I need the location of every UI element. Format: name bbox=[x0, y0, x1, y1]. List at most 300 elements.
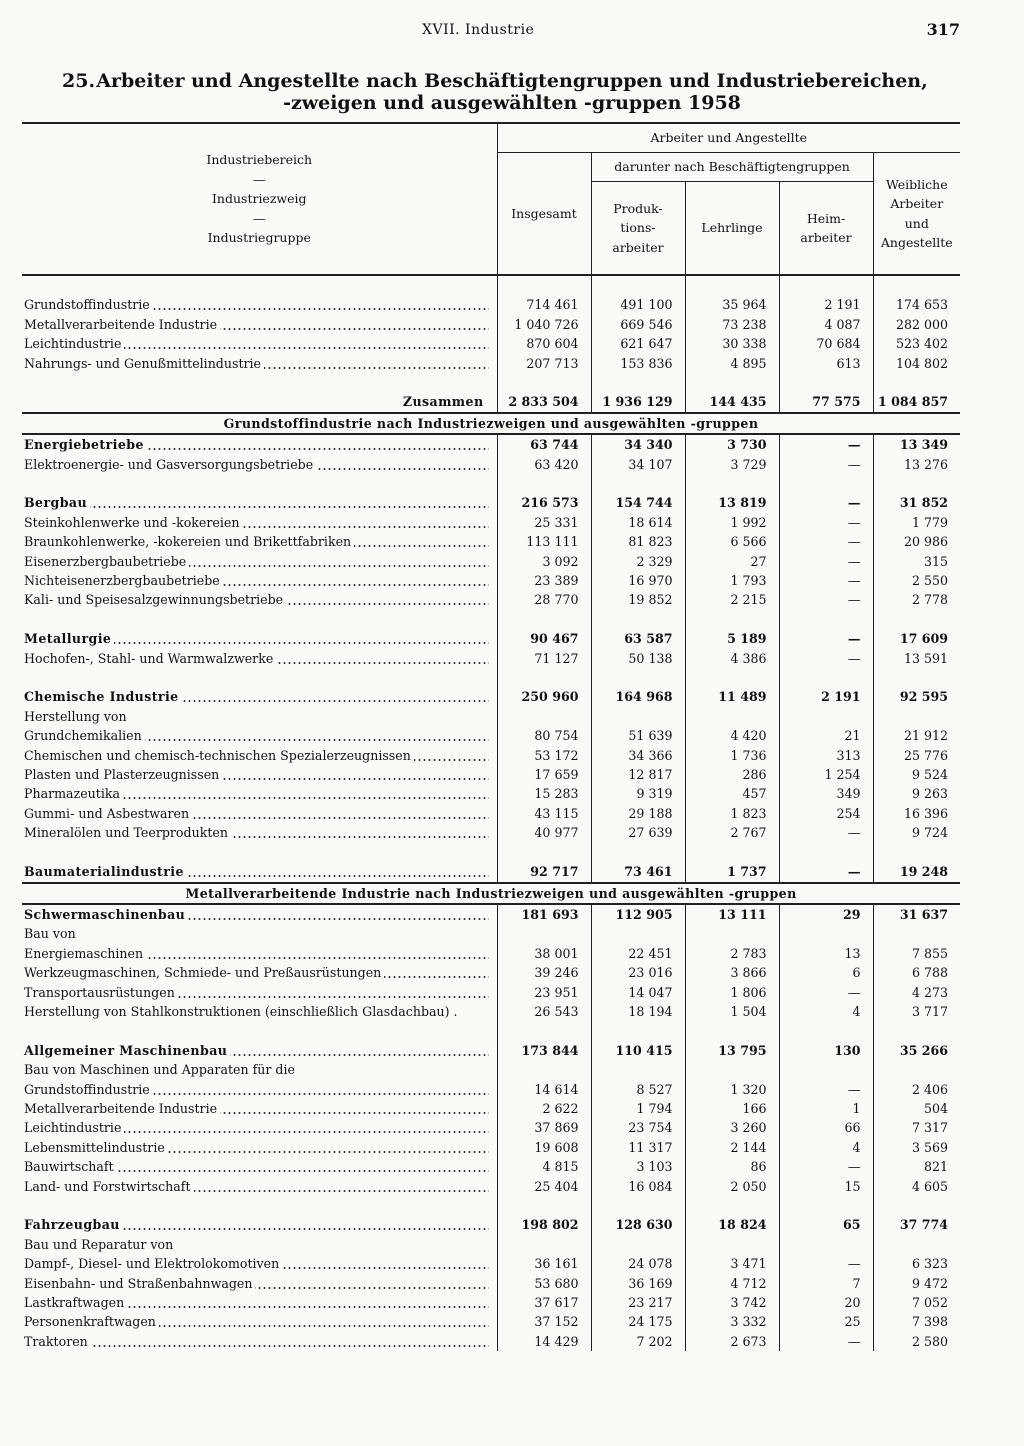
row-label-text: Plasten und Plasterzeugnissen bbox=[24, 767, 222, 782]
cell-produktion bbox=[591, 924, 685, 943]
cell-heimarbeiter: 313 bbox=[779, 746, 873, 765]
cell-weiblich: 7 052 bbox=[873, 1293, 960, 1312]
cell-insgesamt: 113 111 bbox=[497, 532, 591, 551]
cell-weiblich: 37 774 bbox=[873, 1215, 960, 1234]
cell-weiblich: 821 bbox=[873, 1157, 960, 1176]
spacer-cell bbox=[685, 610, 779, 629]
cell-produktion: 7 202 bbox=[591, 1332, 685, 1351]
cell-insgesamt: 173 844 bbox=[497, 1041, 591, 1060]
cell-weiblich: 504 bbox=[873, 1099, 960, 1118]
spacer-cell bbox=[497, 1196, 591, 1215]
table-row bbox=[22, 944, 960, 963]
row-label-text: Chemischen und chemisch-technischen Spezialerzeugnissen bbox=[24, 748, 414, 763]
stub-header-line: — bbox=[253, 210, 266, 226]
row-label bbox=[22, 493, 497, 512]
table-row bbox=[22, 904, 960, 924]
cell-heimarbeiter: 21 bbox=[779, 726, 873, 745]
table-row bbox=[22, 1274, 960, 1293]
cell-insgesamt: 2 833 504 bbox=[497, 392, 591, 412]
col-header-insgesamt: Insgesamt bbox=[497, 153, 591, 276]
cell-heimarbeiter: 4 bbox=[779, 1002, 873, 1021]
cell-lehrlinge: 6 566 bbox=[685, 532, 779, 551]
cell-weiblich: 2 778 bbox=[873, 590, 960, 609]
spacer-cell bbox=[22, 610, 497, 629]
row-label bbox=[22, 434, 497, 454]
cell-insgesamt: 37 617 bbox=[497, 1293, 591, 1312]
row-label-text: Zusammen bbox=[403, 394, 487, 409]
cell-produktion: 153 836 bbox=[591, 354, 685, 373]
spacer-cell bbox=[685, 275, 779, 295]
cell-produktion: 164 968 bbox=[591, 687, 685, 706]
row-label-text: Lastkraftwagen bbox=[24, 1295, 127, 1310]
cell-lehrlinge: 4 420 bbox=[685, 726, 779, 745]
spacer-cell bbox=[591, 1196, 685, 1215]
cell-weiblich: 9 472 bbox=[873, 1274, 960, 1293]
cell-produktion: 18 194 bbox=[591, 1002, 685, 1021]
row-label bbox=[22, 904, 497, 924]
table-row bbox=[22, 707, 960, 726]
group-header: Arbeiter und Angestellte bbox=[497, 123, 960, 153]
table-row bbox=[22, 513, 960, 532]
cell-produktion: 491 100 bbox=[591, 295, 685, 314]
cell-lehrlinge: 3 729 bbox=[685, 455, 779, 474]
cell-insgesamt: 4 815 bbox=[497, 1157, 591, 1176]
cell-heimarbeiter: 7 bbox=[779, 1274, 873, 1293]
cell-heimarbeiter: — bbox=[779, 590, 873, 609]
cell-weiblich: 3 569 bbox=[873, 1138, 960, 1157]
table-row bbox=[22, 334, 960, 353]
cell-weiblich: 31 637 bbox=[873, 904, 960, 924]
spacer-row bbox=[22, 610, 960, 629]
cell-weiblich: 7 855 bbox=[873, 944, 960, 963]
cell-heimarbeiter: — bbox=[779, 1254, 873, 1273]
spacer-cell bbox=[591, 474, 685, 493]
spacer-cell bbox=[779, 610, 873, 629]
cell-weiblich: 7 317 bbox=[873, 1118, 960, 1137]
row-label-text: Metallverarbeitende Industrie bbox=[24, 1101, 220, 1116]
row-label bbox=[22, 315, 497, 334]
spacer-cell bbox=[497, 1021, 591, 1040]
cell-lehrlinge: 1 806 bbox=[685, 983, 779, 1002]
row-label-text: Eisenbahn- und Straßenbahnwagen bbox=[24, 1276, 255, 1291]
section-heading-row bbox=[22, 883, 960, 904]
cell-lehrlinge: 13 819 bbox=[685, 493, 779, 512]
cell-lehrlinge: 4 895 bbox=[685, 354, 779, 373]
cell-insgesamt: 2 622 bbox=[497, 1099, 591, 1118]
row-label bbox=[22, 513, 497, 532]
cell-heimarbeiter: — bbox=[779, 1157, 873, 1176]
cell-lehrlinge: 3 471 bbox=[685, 1254, 779, 1273]
table-row bbox=[22, 315, 960, 334]
spacer-cell bbox=[685, 1021, 779, 1040]
spacer-row bbox=[22, 1021, 960, 1040]
cell-produktion: 34 107 bbox=[591, 455, 685, 474]
row-label bbox=[22, 1312, 497, 1331]
cell-heimarbeiter: 6 bbox=[779, 963, 873, 982]
row-label-text: Mineralölen und Teerprodukten bbox=[24, 825, 231, 840]
cell-insgesamt: 90 467 bbox=[497, 629, 591, 648]
table-row bbox=[22, 1002, 960, 1021]
cell-insgesamt: 53 172 bbox=[497, 746, 591, 765]
row-label bbox=[22, 1215, 497, 1234]
row-label-text: Bau und Reparatur von bbox=[24, 1237, 176, 1252]
cell-heimarbeiter: — bbox=[779, 823, 873, 842]
cell-produktion: 669 546 bbox=[591, 315, 685, 334]
cell-lehrlinge: 3 260 bbox=[685, 1118, 779, 1137]
row-label bbox=[22, 552, 497, 571]
cell-produktion bbox=[591, 1060, 685, 1079]
spacer-cell bbox=[497, 474, 591, 493]
cell-produktion: 63 587 bbox=[591, 629, 685, 648]
cell-heimarbeiter: — bbox=[779, 1080, 873, 1099]
spacer-cell bbox=[685, 474, 779, 493]
cell-heimarbeiter: 77 575 bbox=[779, 392, 873, 412]
cell-insgesamt: 23 951 bbox=[497, 983, 591, 1002]
row-label-text: Traktoren bbox=[24, 1334, 91, 1349]
spacer-cell bbox=[779, 668, 873, 687]
cell-lehrlinge: 13 111 bbox=[685, 904, 779, 924]
cell-produktion: 51 639 bbox=[591, 726, 685, 745]
cell-insgesamt: 15 283 bbox=[497, 784, 591, 803]
cell-produktion: 24 175 bbox=[591, 1312, 685, 1331]
cell-weiblich: 13 276 bbox=[873, 455, 960, 474]
row-label-text: Gummi- und Asbestwaren bbox=[24, 806, 192, 821]
spacer-cell bbox=[497, 275, 591, 295]
table-row bbox=[22, 434, 960, 454]
cell-weiblich: 21 912 bbox=[873, 726, 960, 745]
cell-produktion: 110 415 bbox=[591, 1041, 685, 1060]
row-label-text: Personenkraftwagen bbox=[24, 1314, 159, 1329]
table-row bbox=[22, 354, 960, 373]
cell-lehrlinge bbox=[685, 1060, 779, 1079]
cell-heimarbeiter: 70 684 bbox=[779, 334, 873, 353]
cell-insgesamt: 25 331 bbox=[497, 513, 591, 532]
spacer-cell bbox=[22, 373, 497, 392]
cell-insgesamt: 17 659 bbox=[497, 765, 591, 784]
cell-insgesamt bbox=[497, 1235, 591, 1254]
row-label-text: Bauwirtschaft bbox=[24, 1159, 117, 1174]
row-label bbox=[22, 1118, 497, 1137]
cell-produktion: 128 630 bbox=[591, 1215, 685, 1234]
cell-insgesamt: 71 127 bbox=[497, 649, 591, 668]
cell-produktion: 14 047 bbox=[591, 983, 685, 1002]
cell-lehrlinge: 144 435 bbox=[685, 392, 779, 412]
cell-heimarbeiter bbox=[779, 1060, 873, 1079]
cell-insgesamt: 3 092 bbox=[497, 552, 591, 571]
cell-heimarbeiter: 29 bbox=[779, 904, 873, 924]
row-label bbox=[22, 295, 497, 314]
spacer-cell bbox=[685, 668, 779, 687]
row-label bbox=[22, 804, 497, 823]
row-label bbox=[22, 532, 497, 551]
row-label bbox=[22, 1332, 497, 1351]
row-label bbox=[22, 924, 497, 943]
spacer-cell bbox=[685, 373, 779, 392]
cell-insgesamt: 23 389 bbox=[497, 571, 591, 590]
cell-lehrlinge: 1 737 bbox=[685, 862, 779, 882]
row-label bbox=[22, 455, 497, 474]
table-row bbox=[22, 746, 960, 765]
row-label bbox=[22, 1138, 497, 1157]
cell-produktion: 154 744 bbox=[591, 493, 685, 512]
row-label bbox=[22, 1002, 497, 1021]
row-label-text: Energiebetriebe bbox=[24, 437, 147, 452]
cell-heimarbeiter: 25 bbox=[779, 1312, 873, 1331]
row-label-text: Allgemeiner Maschinenbau bbox=[24, 1043, 230, 1058]
cell-heimarbeiter: 613 bbox=[779, 354, 873, 373]
spacer-cell bbox=[873, 843, 960, 862]
row-label bbox=[22, 944, 497, 963]
cell-weiblich: 35 266 bbox=[873, 1041, 960, 1060]
spacer-cell bbox=[873, 668, 960, 687]
row-label-text: Hochofen-, Stahl- und Warmwalzwerke bbox=[24, 651, 276, 666]
table-row bbox=[22, 649, 960, 668]
table-row bbox=[22, 1138, 960, 1157]
table-row bbox=[22, 1235, 960, 1254]
spacer-cell bbox=[873, 275, 960, 295]
cell-insgesamt: 1 040 726 bbox=[497, 315, 591, 334]
cell-insgesamt: 39 246 bbox=[497, 963, 591, 982]
table-row bbox=[22, 1215, 960, 1234]
spacer-cell bbox=[685, 843, 779, 862]
cell-insgesamt bbox=[497, 1060, 591, 1079]
spacer-cell bbox=[497, 668, 591, 687]
cell-produktion: 8 527 bbox=[591, 1080, 685, 1099]
cell-weiblich: 4 605 bbox=[873, 1177, 960, 1196]
cell-produktion: 27 639 bbox=[591, 823, 685, 842]
row-label bbox=[22, 823, 497, 842]
row-label-text: Schwermaschinenbau bbox=[24, 907, 188, 922]
row-label bbox=[22, 707, 497, 726]
table-row bbox=[22, 765, 960, 784]
table-row bbox=[22, 804, 960, 823]
col-header-lehrlinge: Lehrlinge bbox=[685, 182, 779, 276]
spacer-row bbox=[22, 474, 960, 493]
cell-lehrlinge: 1 823 bbox=[685, 804, 779, 823]
cell-heimarbeiter: 65 bbox=[779, 1215, 873, 1234]
cell-produktion: 23 016 bbox=[591, 963, 685, 982]
cell-lehrlinge: 1 736 bbox=[685, 746, 779, 765]
cell-weiblich: 17 609 bbox=[873, 629, 960, 648]
cell-insgesamt: 28 770 bbox=[497, 590, 591, 609]
row-label-text: Baumaterialindustrie bbox=[24, 864, 187, 879]
row-label-text: Dampf-, Diesel- und Elektrolokomotiven bbox=[24, 1256, 282, 1271]
section-heading: Grundstoffindustrie nach Industriezweigen und ausgewählten -gruppen bbox=[22, 413, 960, 434]
table-row bbox=[22, 1177, 960, 1196]
cell-insgesamt: 43 115 bbox=[497, 804, 591, 823]
cell-insgesamt: 14 614 bbox=[497, 1080, 591, 1099]
cell-heimarbeiter: — bbox=[779, 983, 873, 1002]
cell-lehrlinge: 2 783 bbox=[685, 944, 779, 963]
row-label-text: Metallurgie bbox=[24, 631, 114, 646]
cell-weiblich: 16 396 bbox=[873, 804, 960, 823]
cell-weiblich: 1 779 bbox=[873, 513, 960, 532]
row-label bbox=[22, 1254, 497, 1273]
cell-produktion: 3 103 bbox=[591, 1157, 685, 1176]
cell-insgesamt: 198 802 bbox=[497, 1215, 591, 1234]
cell-produktion: 1 936 129 bbox=[591, 392, 685, 412]
row-label bbox=[22, 334, 497, 353]
row-label-text: Land- und Forstwirtschaft bbox=[24, 1179, 194, 1194]
row-label-text: Herstellung von Stahlkonstruktionen (einschließlich Glasdachbau) . bbox=[24, 1004, 461, 1019]
row-label-text: Energiemaschinen bbox=[24, 946, 146, 961]
row-label bbox=[22, 1274, 497, 1293]
stub-header-line: Industriebereich bbox=[206, 152, 313, 168]
cell-produktion bbox=[591, 707, 685, 726]
spacer-cell bbox=[22, 1021, 497, 1040]
spacer-cell bbox=[779, 275, 873, 295]
row-label-text: Werkzeugmaschinen, Schmiede- und Preßausrüstungen bbox=[24, 965, 384, 980]
spacer-row bbox=[22, 843, 960, 862]
row-label-text: Grundstoffindustrie bbox=[24, 1082, 153, 1097]
cell-produktion: 24 078 bbox=[591, 1254, 685, 1273]
cell-weiblich: 13 591 bbox=[873, 649, 960, 668]
spacer-cell bbox=[591, 275, 685, 295]
cell-lehrlinge: 1 992 bbox=[685, 513, 779, 532]
cell-produktion: 18 614 bbox=[591, 513, 685, 532]
spacer-cell bbox=[591, 373, 685, 392]
spacer-cell bbox=[873, 1196, 960, 1215]
table-row bbox=[22, 1060, 960, 1079]
spacer-cell bbox=[497, 610, 591, 629]
row-label-text: Bau von bbox=[24, 926, 79, 941]
spacer-cell bbox=[22, 668, 497, 687]
row-label bbox=[22, 1080, 497, 1099]
row-label bbox=[22, 687, 497, 706]
spacer-row bbox=[22, 1196, 960, 1215]
cell-produktion: 29 188 bbox=[591, 804, 685, 823]
cell-weiblich bbox=[873, 1235, 960, 1254]
row-label-text: Grundchemikalien bbox=[24, 728, 145, 743]
cell-weiblich: 31 852 bbox=[873, 493, 960, 512]
cell-lehrlinge: 3 866 bbox=[685, 963, 779, 982]
cell-lehrlinge: 86 bbox=[685, 1157, 779, 1176]
cell-insgesamt: 14 429 bbox=[497, 1332, 591, 1351]
row-label-text: Bergbau bbox=[24, 495, 90, 510]
cell-heimarbeiter: 2 191 bbox=[779, 295, 873, 314]
cell-insgesamt: 714 461 bbox=[497, 295, 591, 314]
section-heading-row bbox=[22, 413, 960, 434]
cell-produktion: 81 823 bbox=[591, 532, 685, 551]
cell-lehrlinge: 1 320 bbox=[685, 1080, 779, 1099]
row-label bbox=[22, 392, 497, 412]
cell-insgesamt: 92 717 bbox=[497, 862, 591, 882]
cell-weiblich: 7 398 bbox=[873, 1312, 960, 1331]
row-label-text: Grundstoffindustrie bbox=[24, 297, 153, 312]
table-number: 25. bbox=[62, 70, 96, 92]
row-label-text: Transportausrüstungen bbox=[24, 985, 178, 1000]
cell-lehrlinge: 1 793 bbox=[685, 571, 779, 590]
table-row bbox=[22, 1099, 960, 1118]
spacer-cell bbox=[685, 1196, 779, 1215]
spacer-cell bbox=[497, 373, 591, 392]
cell-lehrlinge: 2 050 bbox=[685, 1177, 779, 1196]
row-label bbox=[22, 1177, 497, 1196]
cell-heimarbeiter: 1 bbox=[779, 1099, 873, 1118]
row-label bbox=[22, 963, 497, 982]
cell-heimarbeiter: 4 087 bbox=[779, 315, 873, 334]
row-label bbox=[22, 571, 497, 590]
cell-insgesamt: 216 573 bbox=[497, 493, 591, 512]
cell-produktion: 73 461 bbox=[591, 862, 685, 882]
cell-produktion: 23 754 bbox=[591, 1118, 685, 1137]
cell-lehrlinge: 457 bbox=[685, 784, 779, 803]
cell-lehrlinge: 2 215 bbox=[685, 590, 779, 609]
row-label bbox=[22, 649, 497, 668]
table-row bbox=[22, 1254, 960, 1273]
table-row bbox=[22, 726, 960, 745]
cell-weiblich: 9 524 bbox=[873, 765, 960, 784]
row-label bbox=[22, 629, 497, 648]
cell-produktion: 2 329 bbox=[591, 552, 685, 571]
spacer-cell bbox=[873, 1021, 960, 1040]
cell-insgesamt: 181 693 bbox=[497, 904, 591, 924]
cell-weiblich: 2 580 bbox=[873, 1332, 960, 1351]
row-label-text: Nahrungs- und Genußmittelindustrie bbox=[24, 356, 264, 371]
total-row bbox=[22, 392, 960, 412]
section-title: XVII. Industrie bbox=[422, 22, 535, 38]
cell-lehrlinge bbox=[685, 1235, 779, 1254]
row-label bbox=[22, 1060, 497, 1079]
cell-produktion: 36 169 bbox=[591, 1274, 685, 1293]
cell-lehrlinge bbox=[685, 707, 779, 726]
cell-weiblich: 25 776 bbox=[873, 746, 960, 765]
cell-insgesamt: 870 604 bbox=[497, 334, 591, 353]
cell-heimarbeiter bbox=[779, 924, 873, 943]
table-row bbox=[22, 629, 960, 648]
table-row bbox=[22, 687, 960, 706]
cell-heimarbeiter: 130 bbox=[779, 1041, 873, 1060]
row-label-text: Leichtindustrie bbox=[24, 1120, 124, 1135]
row-label-text: Fahrzeugbau bbox=[24, 1217, 123, 1232]
table-row bbox=[22, 455, 960, 474]
cell-produktion: 1 794 bbox=[591, 1099, 685, 1118]
cell-heimarbeiter: 66 bbox=[779, 1118, 873, 1137]
table-row bbox=[22, 1332, 960, 1351]
cell-weiblich: 6 788 bbox=[873, 963, 960, 982]
cell-heimarbeiter bbox=[779, 707, 873, 726]
table-row bbox=[22, 1293, 960, 1312]
cell-lehrlinge: 30 338 bbox=[685, 334, 779, 353]
table-row bbox=[22, 1312, 960, 1331]
cell-weiblich: 6 323 bbox=[873, 1254, 960, 1273]
cell-lehrlinge: 3 730 bbox=[685, 434, 779, 454]
cell-heimarbeiter: — bbox=[779, 493, 873, 512]
row-label bbox=[22, 1157, 497, 1176]
spacer-row bbox=[22, 373, 960, 392]
col-header-produktion: Produk- tions- arbeiter bbox=[591, 182, 685, 276]
table-row bbox=[22, 823, 960, 842]
row-label bbox=[22, 1293, 497, 1312]
spacer-cell bbox=[22, 843, 497, 862]
cell-produktion: 34 366 bbox=[591, 746, 685, 765]
cell-produktion: 112 905 bbox=[591, 904, 685, 924]
table-title-line-1: Arbeiter und Angestellte nach Beschäftigtengruppen und Industriebereichen, bbox=[96, 70, 928, 92]
cell-lehrlinge: 2 673 bbox=[685, 1332, 779, 1351]
row-label bbox=[22, 765, 497, 784]
cell-heimarbeiter: 4 bbox=[779, 1138, 873, 1157]
cell-weiblich: 20 986 bbox=[873, 532, 960, 551]
spacer-cell bbox=[873, 610, 960, 629]
stub-header bbox=[22, 123, 497, 275]
cell-lehrlinge: 3 742 bbox=[685, 1293, 779, 1312]
row-label-text: Metallverarbeitende Industrie bbox=[24, 317, 220, 332]
cell-insgesamt: 38 001 bbox=[497, 944, 591, 963]
cell-insgesamt: 37 152 bbox=[497, 1312, 591, 1331]
cell-heimarbeiter: — bbox=[779, 629, 873, 648]
spacer-cell bbox=[873, 373, 960, 392]
table-row bbox=[22, 295, 960, 314]
